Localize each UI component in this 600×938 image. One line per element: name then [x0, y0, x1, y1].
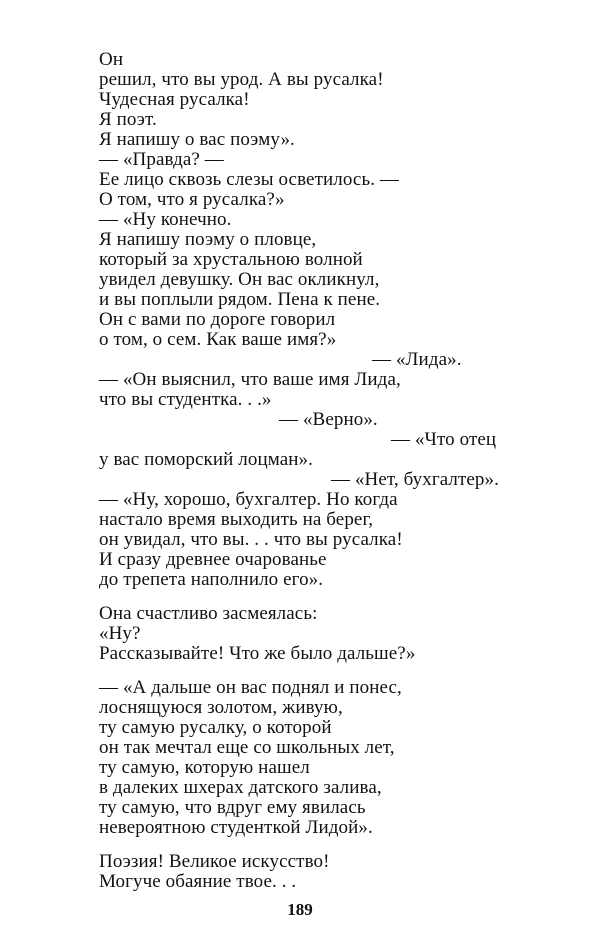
text-line-4: Я поэт.	[99, 109, 157, 130]
text-line-30: Рассказывайте! Что же было дальше?»	[99, 643, 416, 664]
text-line-27: до трепета наполнило его».	[99, 569, 324, 590]
text-line-38: невероятною студенткой Лидой».	[99, 817, 373, 838]
text-line-1: Он	[99, 49, 124, 70]
text-line-28: Она счастливо засмеялась:	[99, 603, 318, 624]
text-line-26: И сразу древнее очарованье	[99, 549, 327, 570]
text-line-13: и вы поплыли рядом. Пена к пене.	[99, 289, 381, 310]
text-line-31: — «А дальше он вас поднял и понес,	[99, 677, 402, 698]
text-line-9: — «Ну конечно.	[99, 209, 232, 230]
text-line-14: Он с вами по дороге говорил	[99, 309, 336, 330]
text-line-22: — «Нет, бухгалтер».	[331, 469, 499, 490]
text-line-20: — «Что отец	[391, 429, 497, 450]
text-line-35: ту самую, которую нашел	[99, 757, 310, 778]
text-line-25: он увидал, что вы. . . что вы русалка!	[99, 529, 403, 550]
text-line-36: в далеких шхерах датского залива,	[99, 777, 382, 798]
text-line-3: Чудесная русалка!	[99, 89, 250, 110]
text-line-33: ту самую русалку, о которой	[99, 717, 332, 738]
text-line-37: ту самую, что вдруг ему явилась	[99, 797, 366, 818]
text-line-12: увидел девушку. Он вас окликнул,	[99, 269, 380, 290]
text-line-15: о том, о сем. Как ваше имя?»	[99, 329, 337, 350]
text-line-40: Могуче обаяние твое. . .	[99, 871, 297, 892]
text-line-39: Поэзия! Великое искусство!	[99, 851, 330, 872]
text-line-2: решил, что вы урод. А вы русалка!	[99, 69, 384, 90]
text-line-19: — «Верно».	[279, 409, 378, 430]
text-line-16: — «Лида».	[372, 349, 462, 370]
text-line-34: он так мечтал еще со школьных лет,	[99, 737, 395, 758]
text-line-10: Я напишу поэму о пловце,	[99, 229, 317, 250]
text-line-6: — «Правда? —	[99, 149, 224, 170]
text-line-8: О том, что я русалка?»	[99, 189, 285, 210]
text-line-24: настало время выходить на берег,	[99, 509, 374, 530]
text-line-21: у вас поморский лоцман».	[99, 449, 313, 470]
page-number: 189	[287, 900, 313, 919]
text-line-18: что вы студентка. . .»	[99, 389, 272, 410]
text-line-23: — «Ну, хорошо, бухгалтер. Но когда	[99, 489, 398, 510]
text-line-32: лоснящуюся золотом, живую,	[99, 697, 343, 718]
text-line-29: «Ну?	[99, 623, 141, 644]
text-line-11: который за хрустальною волной	[99, 249, 363, 270]
text-line-7: Ее лицо сквозь слезы осветилось. —	[99, 169, 400, 190]
text-line-5: Я напишу о вас поэму».	[99, 129, 295, 150]
text-line-17: — «Он выяснил, что ваше имя Лида,	[99, 369, 401, 390]
